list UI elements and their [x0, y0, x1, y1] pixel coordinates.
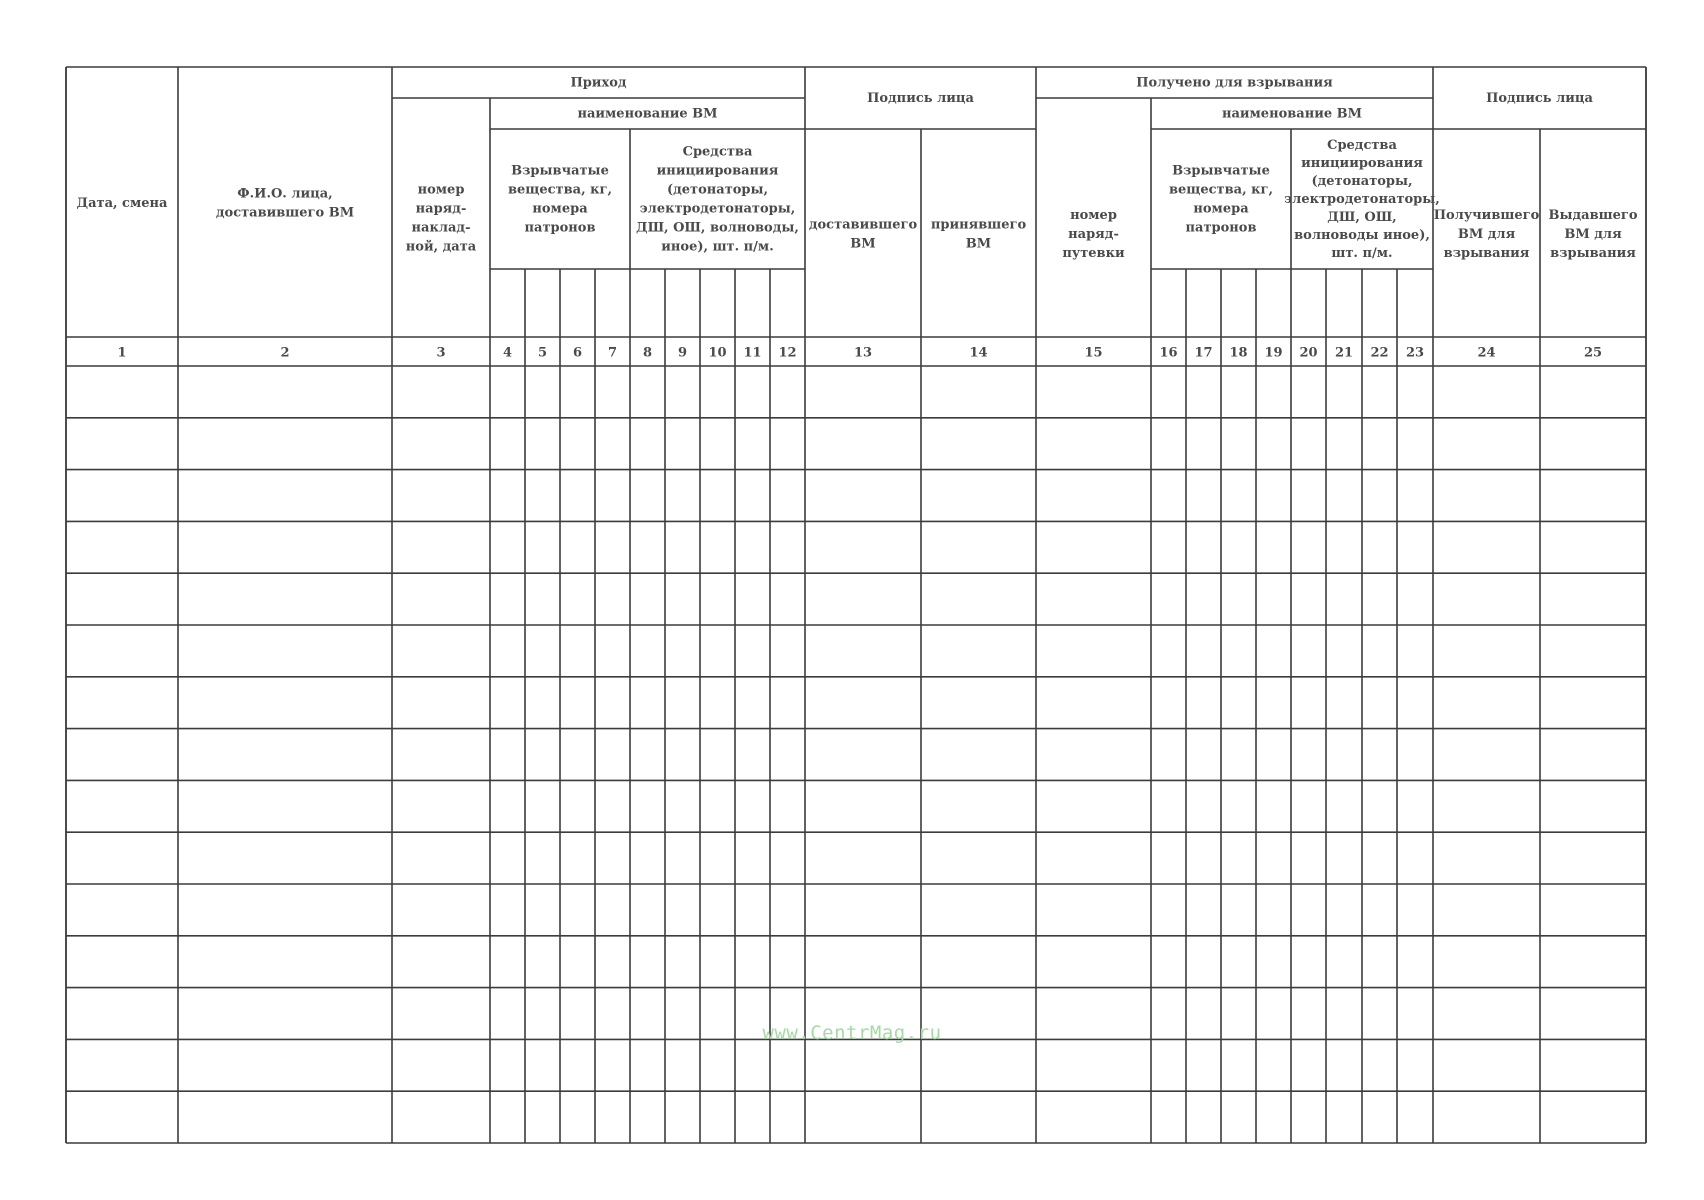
signature-group-1-label: Подпись лица [867, 91, 974, 106]
vm-name-1-label: наименование ВМ [577, 106, 718, 122]
group-prikhod-label: Приход [570, 75, 627, 91]
column-number: 13 [853, 345, 873, 361]
table-header-texts [77, 76, 1638, 361]
column-number: 16 [1159, 345, 1178, 361]
col-issued-by-label: Выдавшего ВМ для взрывания [1548, 208, 1638, 261]
column-number: 24 [1477, 345, 1496, 361]
column-number: 5 [537, 345, 548, 361]
column-number: 23 [1405, 345, 1425, 361]
column-number: 7 [607, 345, 618, 361]
column-number: 3 [436, 345, 446, 361]
column-number: 10 [708, 345, 727, 361]
col-delivered-by-label: доставившего ВМ [808, 217, 918, 252]
group-polucheno-label: Получено для взрывания [1136, 75, 1333, 91]
vm-name-2-label: наименование ВМ [1221, 106, 1363, 122]
col-explosives-1-label: Взрывчатые вещества, кг, номера патронов [508, 163, 612, 236]
watermark-text: www.CentrMag.ru [762, 1022, 942, 1044]
column-number: 11 [743, 345, 762, 361]
column-number: 4 [502, 345, 513, 361]
col-initiators-1-label: Средства инициирования (детонаторы, электродетонаторы, ДШ, ОШ, волноводы, иное), шт. п/м. [636, 144, 799, 255]
column-number: 18 [1229, 345, 1248, 361]
column-number: 8 [642, 345, 653, 361]
col-fio-label: Ф.И.О. лица, доставившего ВМ [215, 186, 355, 221]
column-number: 22 [1370, 345, 1389, 361]
column-number: 20 [1299, 345, 1318, 361]
col-initiators-2-label: Средства инициирования (детонаторы, электродетонаторы, ДШ, ОШ, волноводы иное), шт. п/м. [1284, 138, 1440, 261]
col-waybill-number-label: номер наряд-наклад-ной, дата [405, 182, 477, 255]
column-number: 14 [969, 345, 988, 361]
column-number: 25 [1583, 345, 1603, 361]
col-date-label: Дата, смена [76, 196, 168, 211]
column-number: 1 [117, 345, 127, 361]
signature-group-2-label: Подпись лица [1486, 91, 1593, 106]
col-received-by-label: Получившего ВМ для взрывания [1433, 208, 1540, 261]
column-number: 15 [1084, 345, 1103, 361]
column-number: 19 [1264, 345, 1283, 361]
column-number: 6 [572, 345, 583, 361]
col-accepted-by-label: принявшего ВМ [930, 217, 1027, 252]
column-number: 9 [677, 345, 688, 361]
column-number: 21 [1334, 345, 1354, 361]
col-explosives-2-label: Взрывчатые вещества, кг, номера патронов [1169, 163, 1273, 236]
column-number: 12 [778, 345, 797, 361]
col-trip-order-number-label: номер наряд-путевки [1062, 208, 1125, 261]
column-number: 17 [1194, 345, 1213, 361]
column-number: 2 [280, 345, 290, 361]
